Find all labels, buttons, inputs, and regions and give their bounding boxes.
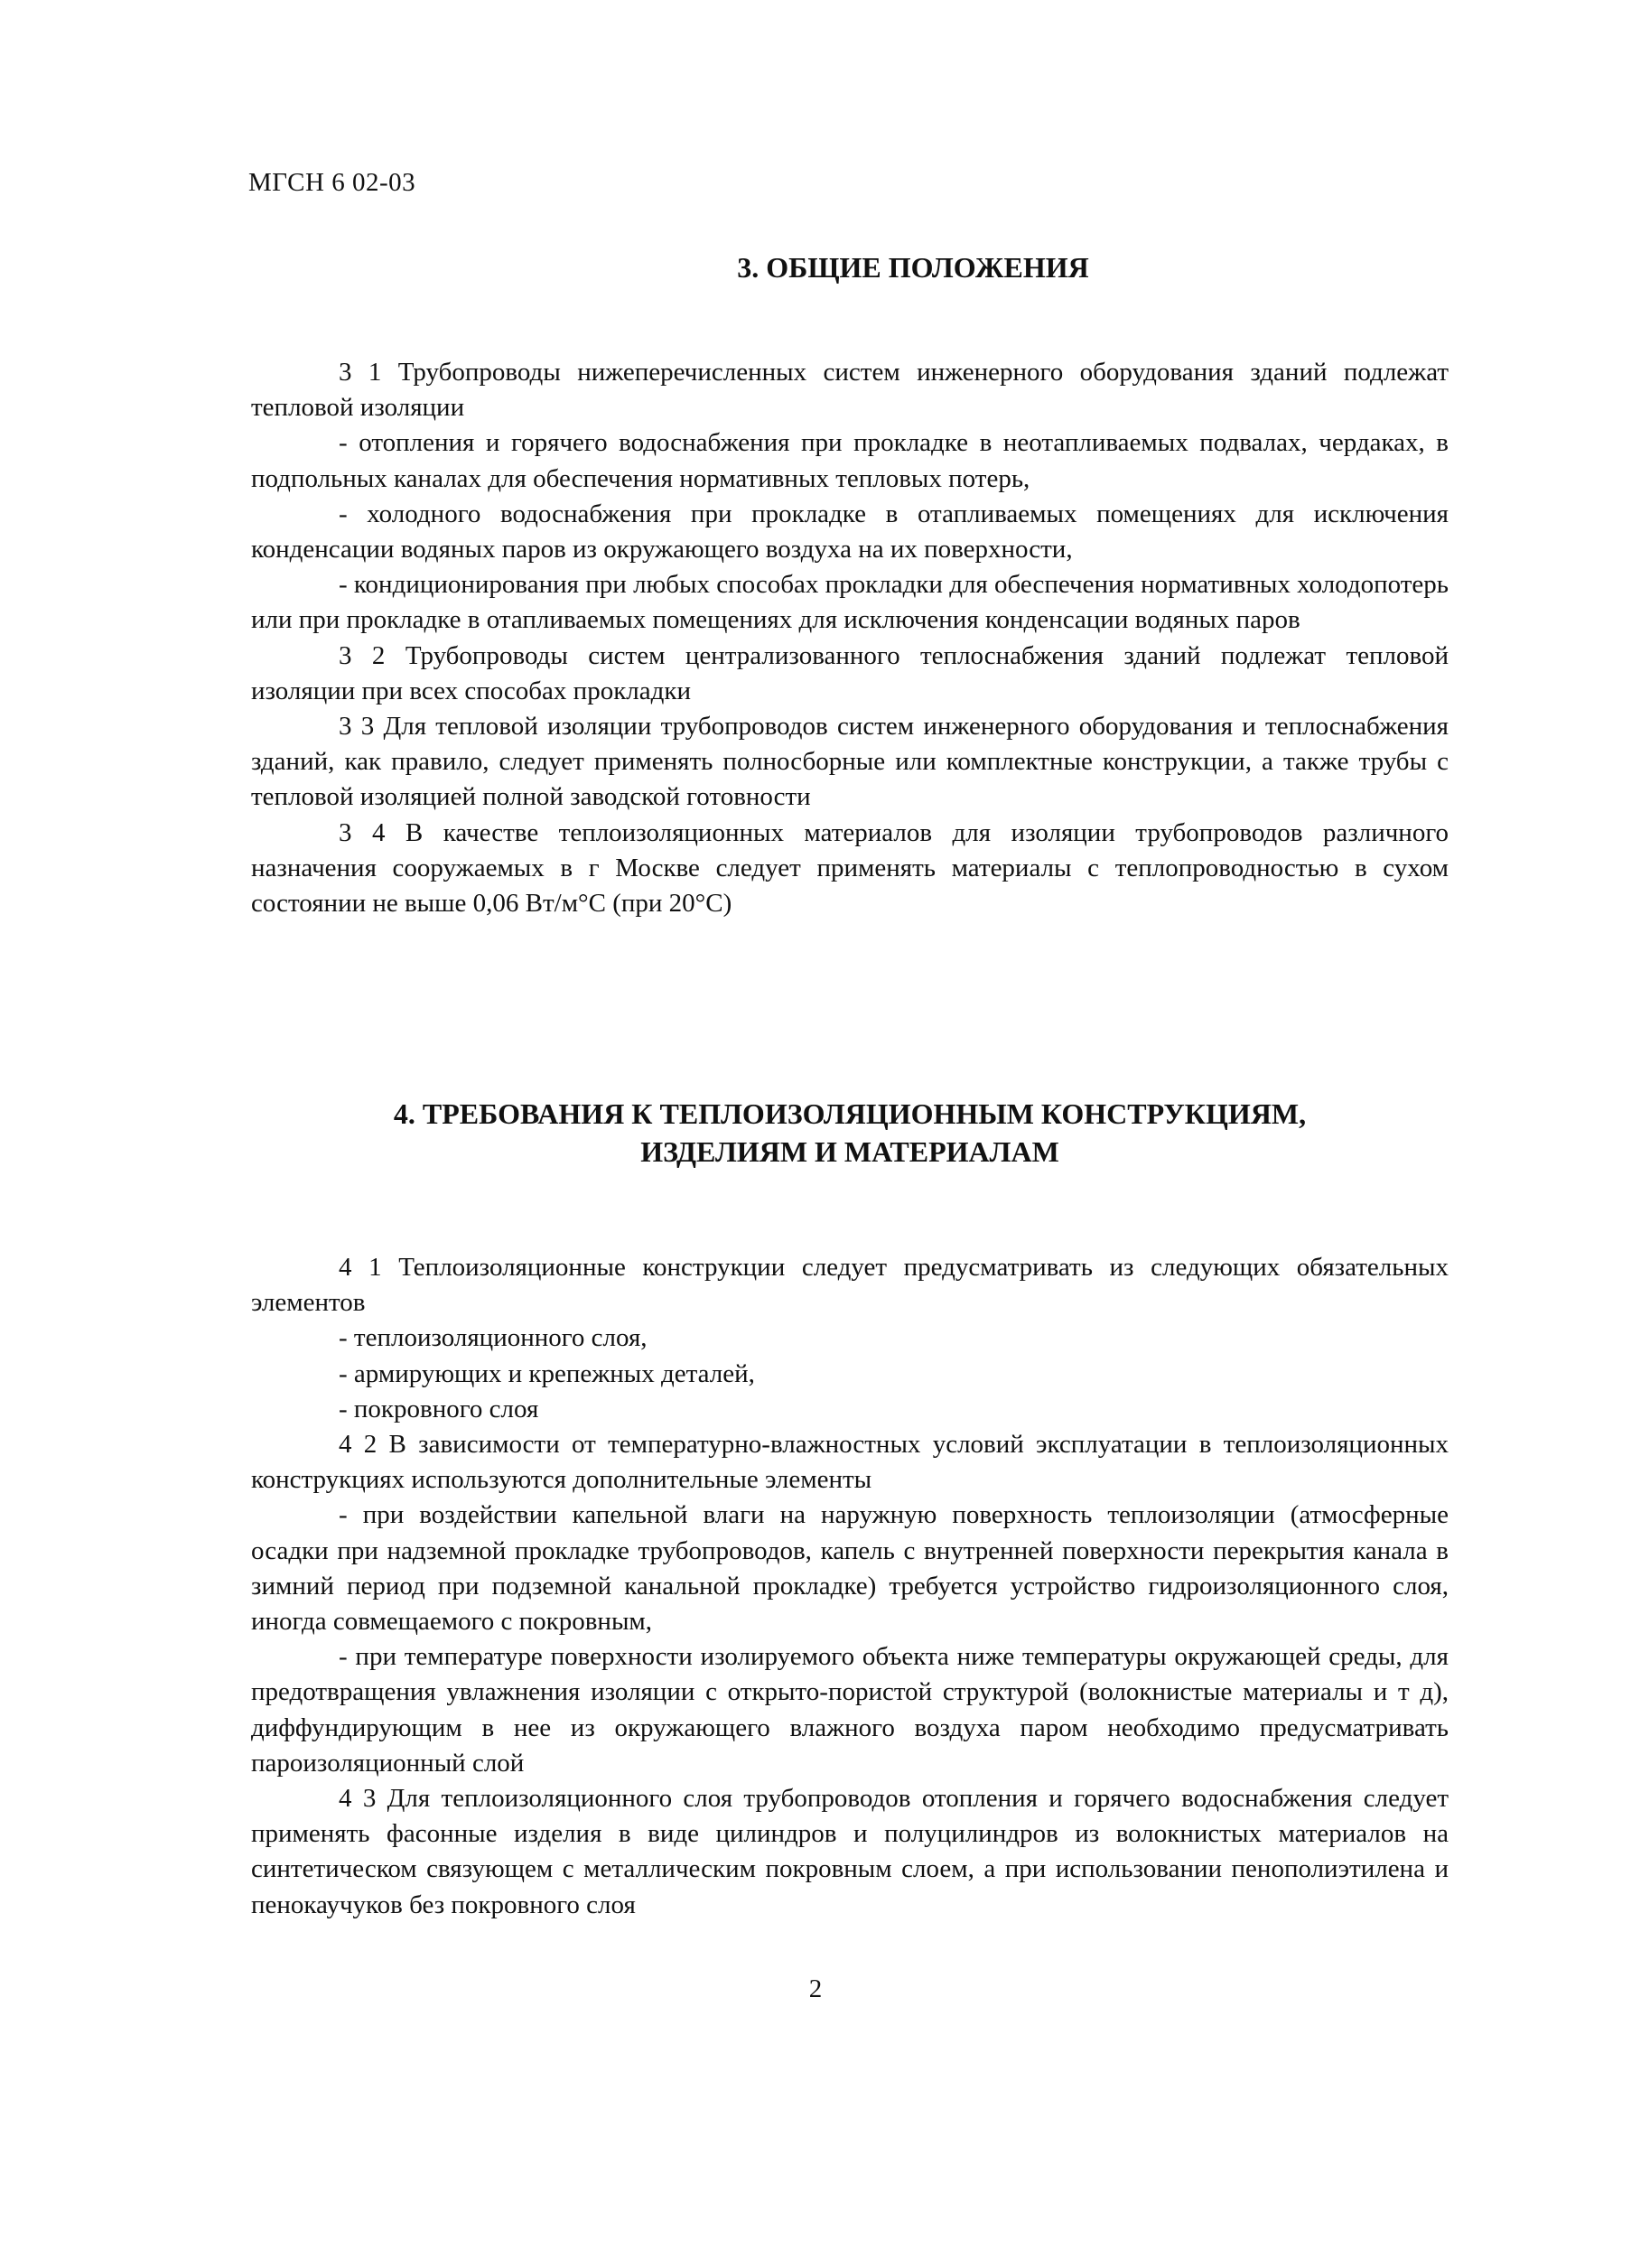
paragraph: - армирующих и крепежных деталей, xyxy=(339,1358,755,1388)
document-code: МГСН 6 02-03 xyxy=(248,168,416,197)
paragraph: 3 4 В качестве теплоизоляционных материалов для изоляции трубопроводов различного назначения сооружаемых в г Москве следует применять материалы с теплопроводностью в сухом состоянии не выше 0,06 Вт/м°С (при 20°С) xyxy=(251,817,1449,919)
section-general-provisions xyxy=(251,248,1449,921)
paragraph: - отопления и горячего водоснабжения при прокладке в неотапливаемых подвалах, чердаках, в подпольных каналах для обеспечения нормативных тепловых потерь, xyxy=(251,428,1449,493)
paragraph: 3 2 Трубопроводы систем централизованного теплоснабжения зданий подлежат тепловой изоляции при всех способах прокладки xyxy=(251,640,1449,705)
paragraph: - при воздействии капельной влаги на наружную поверхность теплоизоляции (атмосферные осадки при надземной прокладке трубопроводов, капель с внутренней поверхности перекрытия канала в зимний период при подземной канальной прокладке) требуется устройство гидроизоляционного слоя, иногда совмещаемого с покровным, xyxy=(251,1500,1449,1637)
section-heading xyxy=(251,1095,1449,1171)
paragraph: 4 2 В зависимости от температурно-влажностных условий эксплуатации в теплоизоляционных конструкциях используются дополнительные элементы xyxy=(251,1430,1449,1495)
section-heading-line: 3. ОБЩИЕ ПОЛОЖЕНИЯ xyxy=(737,251,1089,284)
paragraph: - холодного водоснабжения при прокладке в отапливаемых помещениях для исключения конденсации водяных паров из окружающего воздуха на их поверхности, xyxy=(251,499,1449,565)
paragraph: - теплоизоляционного слоя, xyxy=(339,1323,648,1353)
paragraph: 4 3 Для теплоизоляционного слоя трубопроводов отопления и горячего водоснабжения следует применять фасонные изделия в виде цилиндров и полуцилиндров из волокнистых материалов на синтетическом связующем с металлическим покровным слоем, а при использовании пенополиэтилена и пенокаучуков без покровного слоя xyxy=(251,1784,1449,1919)
paragraph: 3 3 Для тепловой изоляции трубопроводов систем инженерного оборудования и теплоснабжения зданий, как правило, следует применять полносборные или комплектные конструкции, а также трубы с тепловой изоляцией полной заводской готовности xyxy=(251,712,1449,812)
section-heading-line: ИЗДЕЛИЯМ И МАТЕРИАЛАМ xyxy=(640,1135,1059,1168)
paragraph: - покровного слоя xyxy=(339,1394,539,1423)
section-heading-line: 4. ТРЕБОВАНИЯ К ТЕПЛОИЗОЛЯЦИОННЫМ КОНСТРУКЦИЯМ, xyxy=(393,1097,1307,1130)
section-body xyxy=(251,355,1449,921)
page-number: 2 xyxy=(808,1974,823,2003)
paragraph: - кондиционирования при любых способах прокладки для обеспечения нормативных холодопотерь или при прокладке в отапливаемых помещениях для исключения конденсации водяных паров xyxy=(251,570,1449,635)
section-body xyxy=(251,1250,1449,1923)
paragraph: 3 1 Трубопроводы нижеперечисленных систем инженерного оборудования зданий подлежат тепловой изоляции xyxy=(251,358,1449,423)
paragraph: 4 1 Теплоизоляционные конструкции следует предусматривать из следующих обязательных элементов xyxy=(251,1253,1449,1318)
section-insulation-requirements xyxy=(251,1095,1449,1923)
paragraph: - при температуре поверхности изолируемого объекта ниже температуры окружающей среды, для предотвращения увлажнения изоляции с открыто-пористой структурой (волокнистые материалы и т д), диффундирующим в нее из окружающего влажного воздуха паром необходимо предусматривать пароизоляционный слой xyxy=(251,1642,1449,1778)
section-heading xyxy=(251,248,1449,286)
